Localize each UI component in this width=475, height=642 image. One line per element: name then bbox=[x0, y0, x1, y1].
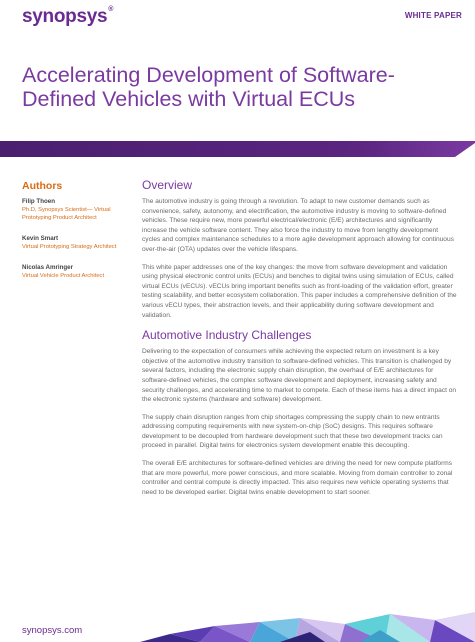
author-name: Filip Thoen bbox=[22, 198, 55, 205]
synopsys-logo bbox=[22, 6, 113, 28]
logo-text: synopsys bbox=[22, 6, 108, 27]
authors-sidebar bbox=[22, 180, 122, 292]
challenges-paragraph: The supply chain disruption ranges from chip shortages compressing the supply chain to new entrants addressing computing requirements with new system-on-chip (SoC) designs. This requires software development to be decoupled from hardware development such that these two development tracks can proceed in parallel. Digital twins for electronics system development enable this decoupling. bbox=[142, 413, 443, 450]
page-title: Accelerating Development of Software-Defined Vehicles with Virtual ECUs bbox=[22, 63, 395, 111]
author-name: Nicolas Amringer bbox=[22, 264, 74, 271]
authors-heading: Authors bbox=[22, 180, 63, 192]
author-name: Kevin Smart bbox=[22, 235, 59, 242]
registered-mark: ® bbox=[108, 6, 114, 13]
author-entry bbox=[22, 234, 122, 251]
author-role: Ph.D, Synopsys Scientist— Virtual Prototyping Product Architect bbox=[22, 207, 111, 221]
author-entry bbox=[22, 197, 122, 222]
author-entry bbox=[22, 263, 122, 280]
decorative-band bbox=[0, 141, 475, 157]
main-content bbox=[142, 178, 458, 505]
author-role: Virtual Prototyping Strategy Architect bbox=[22, 244, 117, 250]
overview-paragraph: The automotive industry is going through a revolution. To adapt to new customer demands such as convenience, safety, autonomy, and electrification, the automotive industry is moving to software-defined vehicles. These require new, more powerful electrical/electronic (E/E) architectures and significantly increase the vehicle software content. They also force the industry to move from lengthy development cycles and complex maintenance schedules to a more agile development approach allowing for continuous over-the-air (OTA) updates over the vehicle lifespans. bbox=[142, 198, 454, 253]
overview-heading: Overview bbox=[142, 178, 193, 192]
footer-polygon-art bbox=[130, 604, 475, 642]
challenges-heading: Automotive Industry Challenges bbox=[142, 328, 312, 343]
overview-paragraph: This white paper addresses one of the key changes: the move from software development and validation using physical electronic control units (ECUs) and benches to digital twins using simulation of ECUs, called virtual ECUs (vECUs). vECUs bring important benefits such as front-loading of the validation effort, greater testing scalability, and better ecosystem collaboration. This paper includes a comprehensive definition of the various vECU types, their abstraction levels, and their applicability during software development and validation. bbox=[142, 263, 457, 319]
challenges-paragraph: The overall E/E architectures for software-defined vehicles are driving the need for new compute platforms that are more powerful, more power conscious, and more scalable. Moving from domain controller to zonal controller and central compute is directly impacted. This also requires new vehicle operating systems that need to be developed earlier. Digital twins enable development to start sooner. bbox=[142, 460, 453, 496]
document-type-label: WHITE PAPER bbox=[404, 11, 462, 20]
footer-website-link[interactable]: synopsys.com bbox=[22, 625, 83, 636]
challenges-paragraph: Delivering to the expectation of consumers while achieving the expected return on investment is a key objective of the automotive industry transition to software-defined vehicles. This transition is challenged by several factors, including the electronic supply chain disruption, the overhaul of E/E architectures for software-defined vehicles, the complex software development and deployment, increasing safety and security challenges, and accelerating time to market to compete. Each of these items has a direct impact on the electronic systems (hardware and software) development. bbox=[142, 348, 457, 404]
author-role: Virtual Vehicle Product Architect bbox=[22, 273, 105, 279]
